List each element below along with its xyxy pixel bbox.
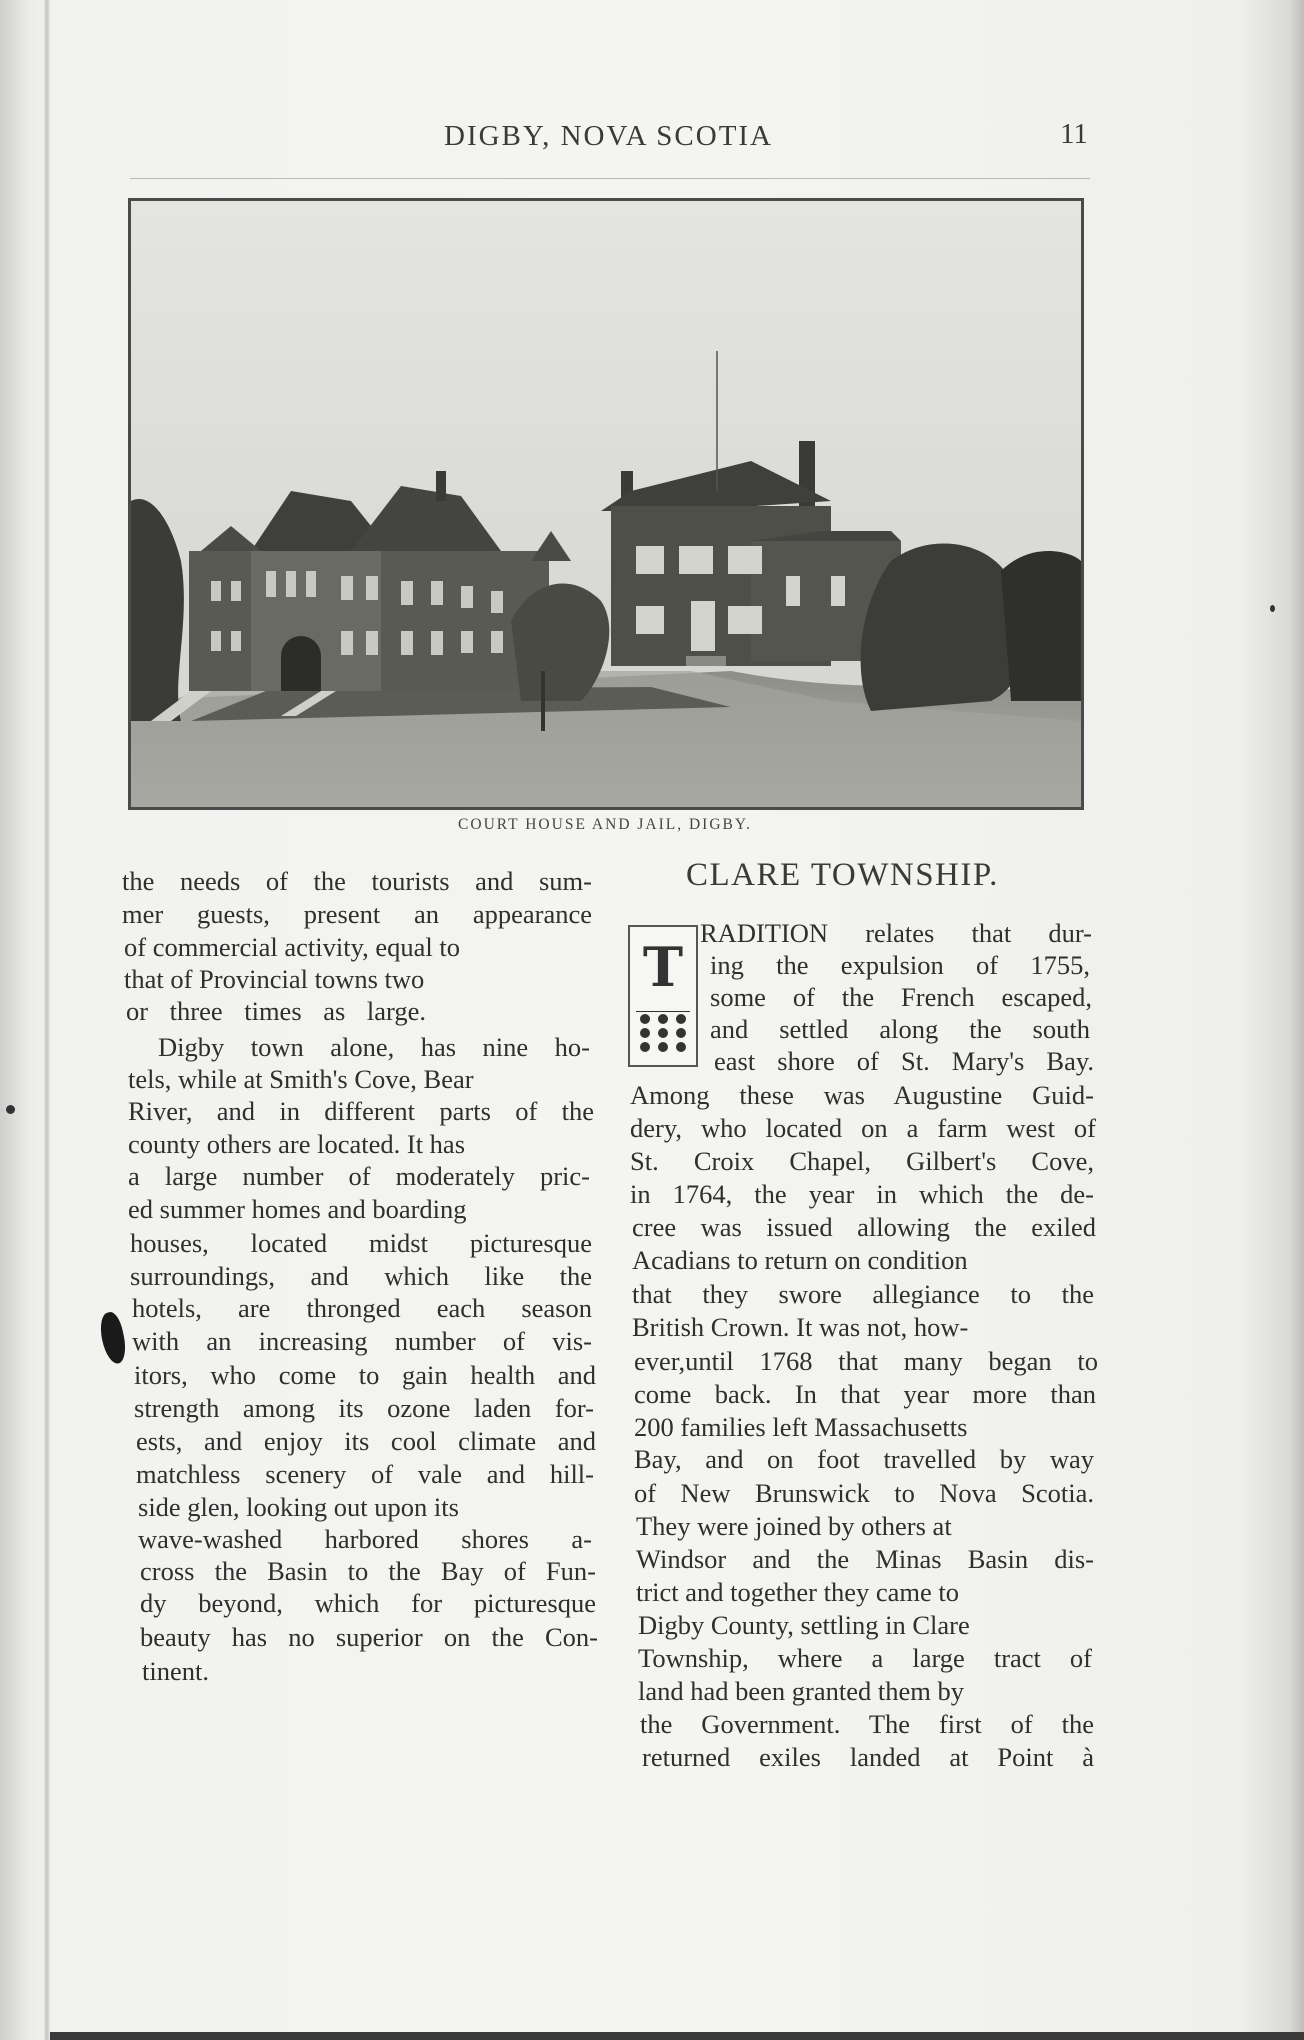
right-column-line: Acadians to return on condition [632, 1245, 968, 1275]
right-column-line: of New Brunswick to Nova Scotia. [634, 1478, 1094, 1508]
left-column-line: matchless scenery of vale and hill- [136, 1459, 594, 1489]
right-column-line: trict and together they came to [636, 1577, 960, 1607]
left-column-line: beauty has no superior on the Con- [140, 1622, 598, 1652]
left-column-line: ests, and enjoy its cool climate and [136, 1426, 596, 1456]
right-column-line: in 1764, the year in which the de- [630, 1179, 1094, 1209]
left-column-line: mer guests, present an appearance [122, 899, 592, 929]
left-column-line: River, and in different parts of the [128, 1096, 594, 1126]
right-column-line: RADITION relates that dur- [700, 918, 1092, 948]
left-column-line: tinent. [142, 1656, 209, 1686]
left-column-line: side glen, looking out upon its [138, 1492, 459, 1522]
right-column-line: ing the expulsion of 1755, [710, 950, 1090, 980]
right-column-line: returned exiles landed at Point à [642, 1742, 1094, 1772]
right-column-line: east shore of St. Mary's Bay. [714, 1046, 1094, 1076]
right-column-line: They were joined by others at [636, 1511, 952, 1541]
left-column-line: ed summer homes and boarding [128, 1194, 467, 1224]
left-column-line: county others are located. It has [128, 1129, 466, 1159]
right-column-line: Township, where a large tract of [638, 1643, 1092, 1673]
running-head: DIGBY, NOVA SCOTIA [444, 120, 774, 152]
left-column-line: tels, while at Smith's Cove, Bear [128, 1064, 474, 1094]
right-column-line: Digby County, settling in Clare [638, 1610, 970, 1640]
dust-speck [6, 1105, 15, 1114]
left-column-line: surroundings, and which like the [130, 1261, 592, 1291]
right-column-line: cree was issued allowing the exiled [632, 1212, 1096, 1242]
right-column-line: St. Croix Chapel, Gilbert's Cove, [630, 1146, 1094, 1176]
left-column-line: with an increasing number of vis- [132, 1326, 592, 1356]
court-house-photo [128, 198, 1084, 810]
right-column-line: dery, who located on a farm west of [630, 1113, 1096, 1143]
header-rule [130, 178, 1090, 179]
left-column-line: of commercial activity, equal to [124, 932, 461, 962]
left-column-line: wave-washed harbored shores a- [138, 1524, 592, 1554]
left-column-line: or three times as large. [126, 996, 426, 1026]
left-column-line: that of Provincial towns two [124, 964, 425, 994]
left-column-line: Digby town alone, has nine ho- [158, 1032, 590, 1062]
page-number: 11 [1060, 118, 1088, 150]
right-column-line: that they swore allegiance to the [632, 1279, 1094, 1309]
court-house-illustration [131, 201, 1081, 807]
section-heading: CLARE TOWNSHIP. [686, 857, 999, 893]
right-column-line: British Crown. It was not, how- [632, 1312, 969, 1342]
drop-cap-ornament-icon [636, 1011, 690, 1057]
right-column-line: Bay, and on foot travelled by way [634, 1444, 1094, 1474]
dust-speck [1270, 605, 1275, 612]
left-column-line: cross the Basin to the Bay of Fun- [140, 1556, 596, 1586]
right-column-line: Windsor and the Minas Basin dis- [636, 1544, 1094, 1574]
right-column-line: ever,until 1768 that many began to [634, 1346, 1098, 1376]
right-column-line: and settled along the south [710, 1014, 1090, 1044]
right-column-line: the Government. The first of the [640, 1709, 1094, 1739]
right-column-line: 200 families left Massachusetts [634, 1412, 968, 1442]
page-gutter-shadow [44, 0, 50, 2040]
right-column-line: some of the French escaped, [710, 982, 1092, 1012]
right-column-line: come back. In that year more than [634, 1379, 1096, 1409]
left-column-line: a large number of moderately pric- [128, 1161, 590, 1191]
ink-blot [97, 1310, 129, 1365]
drop-cap-box [628, 925, 698, 1067]
left-column-line: hotels, are thronged each season [132, 1293, 592, 1323]
left-column-line: strength among its ozone laden for- [134, 1393, 594, 1423]
right-column-line: Among these was Augustine Guid- [630, 1080, 1094, 1110]
left-column-line: houses, located midst picturesque [130, 1228, 592, 1258]
page-bottom-edge [50, 2032, 1304, 2040]
right-column-line: land had been granted them by [638, 1676, 964, 1706]
drop-cap-letter: T [642, 935, 684, 999]
left-column-line: dy beyond, which for picturesque [140, 1588, 596, 1618]
left-column-line: the needs of the tourists and sum- [122, 866, 592, 896]
figure-caption: COURT HOUSE AND JAIL, DIGBY. [458, 816, 752, 833]
left-column-line: itors, who come to gain health and [134, 1360, 596, 1390]
